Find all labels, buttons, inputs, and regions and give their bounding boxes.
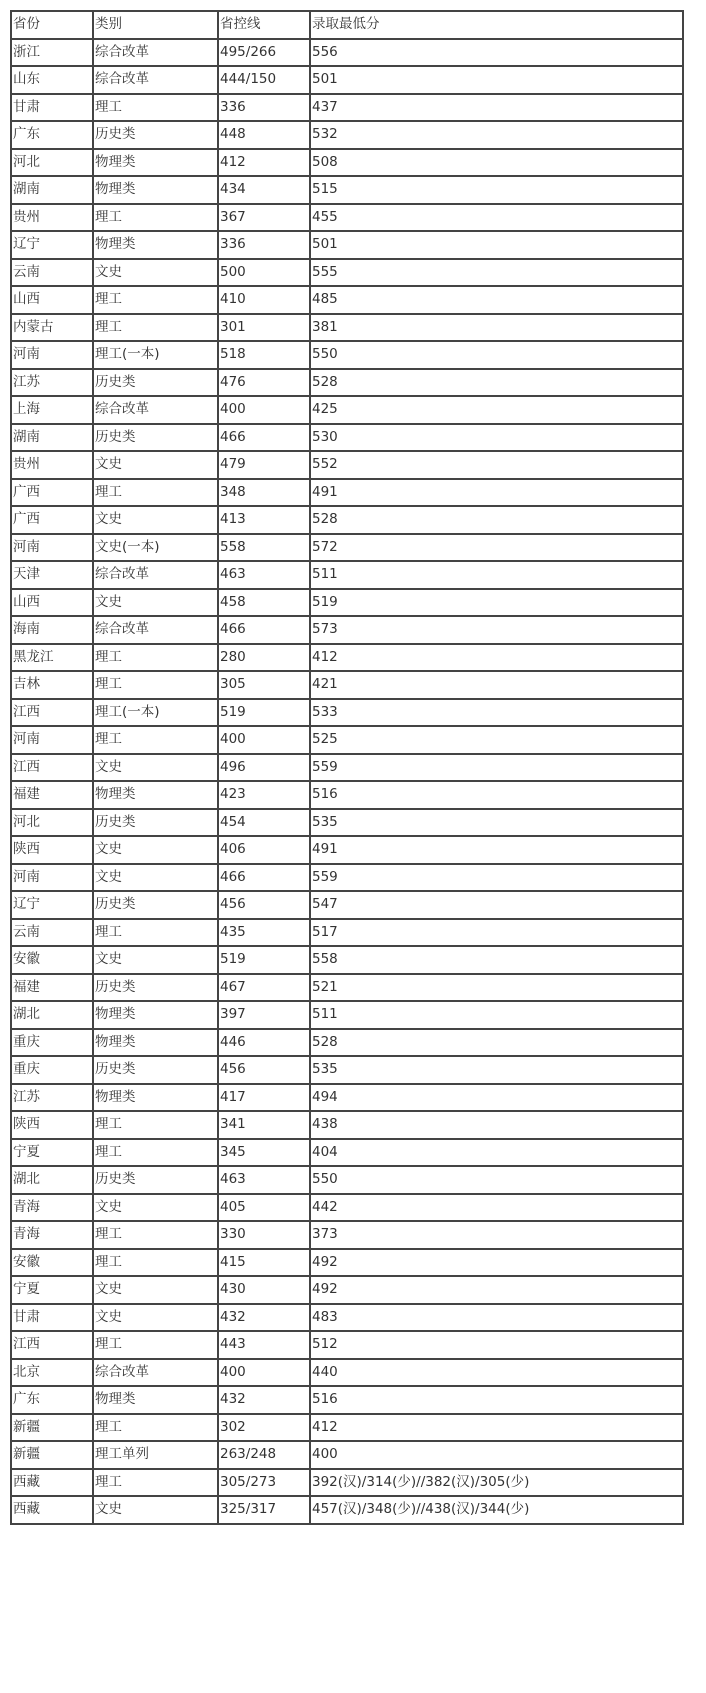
cell-control-line: 444/150 — [218, 66, 310, 94]
cell-category: 文史 — [93, 836, 218, 864]
table-row — [11, 1386, 683, 1414]
cell-province: 辽宁 — [11, 231, 93, 259]
table-row — [11, 616, 683, 644]
cell-category: 文史 — [93, 1496, 218, 1524]
header-category: 类别 — [93, 11, 218, 39]
cell-category: 文史 — [93, 506, 218, 534]
table-row — [11, 1331, 683, 1359]
cell-control-line: 454 — [218, 809, 310, 837]
cell-min-score: 547 — [310, 891, 683, 919]
cell-control-line: 432 — [218, 1386, 310, 1414]
table-row — [11, 644, 683, 672]
cell-category: 文史 — [93, 1304, 218, 1332]
cell-category: 物理类 — [93, 1029, 218, 1057]
cell-control-line: 423 — [218, 781, 310, 809]
cell-category: 理工 — [93, 726, 218, 754]
cell-category: 文史 — [93, 946, 218, 974]
cell-min-score: 442 — [310, 1194, 683, 1222]
cell-control-line: 495/266 — [218, 39, 310, 67]
cell-min-score: 532 — [310, 121, 683, 149]
table-row — [11, 1304, 683, 1332]
table-row — [11, 1276, 683, 1304]
table-row — [11, 121, 683, 149]
cell-province: 广西 — [11, 506, 93, 534]
table-row — [11, 231, 683, 259]
table-row — [11, 66, 683, 94]
cell-category: 历史类 — [93, 809, 218, 837]
header-control-line: 省控线 — [218, 11, 310, 39]
cell-province: 青海 — [11, 1194, 93, 1222]
table-row — [11, 479, 683, 507]
cell-control-line: 519 — [218, 946, 310, 974]
table-row — [11, 451, 683, 479]
cell-category: 综合改革 — [93, 561, 218, 589]
cell-category: 物理类 — [93, 781, 218, 809]
cell-min-score: 392(汉)/314(少)//382(汉)/305(少) — [310, 1469, 683, 1497]
cell-province: 上海 — [11, 396, 93, 424]
cell-control-line: 435 — [218, 919, 310, 947]
cell-province: 重庆 — [11, 1056, 93, 1084]
table-row — [11, 919, 683, 947]
cell-category: 理工 — [93, 1249, 218, 1277]
cell-category: 历史类 — [93, 1166, 218, 1194]
cell-control-line: 518 — [218, 341, 310, 369]
cell-min-score: 437 — [310, 94, 683, 122]
cell-control-line: 417 — [218, 1084, 310, 1112]
cell-category: 物理类 — [93, 176, 218, 204]
cell-min-score: 535 — [310, 1056, 683, 1084]
cell-min-score: 492 — [310, 1276, 683, 1304]
cell-control-line: 476 — [218, 369, 310, 397]
table-row — [11, 424, 683, 452]
cell-province: 广东 — [11, 121, 93, 149]
cell-province: 黑龙江 — [11, 644, 93, 672]
cell-control-line: 305/273 — [218, 1469, 310, 1497]
cell-control-line: 405 — [218, 1194, 310, 1222]
table-row — [11, 149, 683, 177]
cell-province: 湖南 — [11, 176, 93, 204]
table-row — [11, 259, 683, 287]
table-row — [11, 314, 683, 342]
cell-control-line: 446 — [218, 1029, 310, 1057]
cell-control-line: 466 — [218, 864, 310, 892]
table-row — [11, 1166, 683, 1194]
cell-category: 理工(一本) — [93, 341, 218, 369]
cell-min-score: 373 — [310, 1221, 683, 1249]
cell-province: 内蒙古 — [11, 314, 93, 342]
cell-min-score: 492 — [310, 1249, 683, 1277]
cell-control-line: 367 — [218, 204, 310, 232]
cell-province: 山西 — [11, 589, 93, 617]
cell-province: 海南 — [11, 616, 93, 644]
cell-min-score: 511 — [310, 1001, 683, 1029]
cell-control-line: 463 — [218, 561, 310, 589]
cell-province: 浙江 — [11, 39, 93, 67]
cell-category: 理工 — [93, 1139, 218, 1167]
cell-control-line: 496 — [218, 754, 310, 782]
cell-min-score: 533 — [310, 699, 683, 727]
cell-category: 综合改革 — [93, 1359, 218, 1387]
cell-province: 江西 — [11, 1331, 93, 1359]
cell-control-line: 400 — [218, 726, 310, 754]
cell-category: 历史类 — [93, 974, 218, 1002]
cell-control-line: 406 — [218, 836, 310, 864]
cell-min-score: 519 — [310, 589, 683, 617]
cell-category: 历史类 — [93, 121, 218, 149]
header-min-score: 录取最低分 — [310, 11, 683, 39]
cell-control-line: 430 — [218, 1276, 310, 1304]
cell-province: 福建 — [11, 974, 93, 1002]
cell-min-score: 511 — [310, 561, 683, 589]
cell-category: 理工单列 — [93, 1441, 218, 1469]
cell-province: 江苏 — [11, 369, 93, 397]
cell-province: 青海 — [11, 1221, 93, 1249]
cell-min-score: 535 — [310, 809, 683, 837]
cell-min-score: 528 — [310, 506, 683, 534]
table-row — [11, 369, 683, 397]
table-row — [11, 1249, 683, 1277]
cell-category: 综合改革 — [93, 66, 218, 94]
cell-province: 吉林 — [11, 671, 93, 699]
table-row — [11, 396, 683, 424]
table-row — [11, 1496, 683, 1524]
cell-control-line: 500 — [218, 259, 310, 287]
cell-category: 文史 — [93, 1194, 218, 1222]
table-row — [11, 946, 683, 974]
cell-control-line: 348 — [218, 479, 310, 507]
cell-min-score: 521 — [310, 974, 683, 1002]
table-row — [11, 1001, 683, 1029]
cell-category: 理工(一本) — [93, 699, 218, 727]
cell-category: 理工 — [93, 644, 218, 672]
cell-min-score: 501 — [310, 231, 683, 259]
cell-control-line: 448 — [218, 121, 310, 149]
cell-min-score: 491 — [310, 836, 683, 864]
cell-province: 甘肃 — [11, 94, 93, 122]
cell-province: 宁夏 — [11, 1139, 93, 1167]
cell-control-line: 397 — [218, 1001, 310, 1029]
cell-province: 广西 — [11, 479, 93, 507]
cell-category: 历史类 — [93, 424, 218, 452]
cell-control-line: 305 — [218, 671, 310, 699]
table-row — [11, 1194, 683, 1222]
cell-min-score: 556 — [310, 39, 683, 67]
cell-min-score: 494 — [310, 1084, 683, 1112]
cell-province: 河南 — [11, 534, 93, 562]
cell-control-line: 301 — [218, 314, 310, 342]
cell-control-line: 336 — [218, 94, 310, 122]
cell-province: 新疆 — [11, 1441, 93, 1469]
cell-category: 理工 — [93, 314, 218, 342]
cell-province: 河北 — [11, 809, 93, 837]
cell-category: 物理类 — [93, 231, 218, 259]
cell-category: 物理类 — [93, 1084, 218, 1112]
cell-category: 文史 — [93, 451, 218, 479]
table-row — [11, 1139, 683, 1167]
cell-min-score: 455 — [310, 204, 683, 232]
cell-control-line: 400 — [218, 1359, 310, 1387]
cell-category: 文史 — [93, 589, 218, 617]
table-row — [11, 286, 683, 314]
cell-control-line: 434 — [218, 176, 310, 204]
table-body — [11, 39, 683, 1524]
cell-province: 陕西 — [11, 836, 93, 864]
cell-province: 河南 — [11, 864, 93, 892]
cell-control-line: 415 — [218, 1249, 310, 1277]
cell-control-line: 412 — [218, 149, 310, 177]
cell-category: 理工 — [93, 204, 218, 232]
cell-category: 综合改革 — [93, 616, 218, 644]
cell-min-score: 400 — [310, 1441, 683, 1469]
cell-min-score: 555 — [310, 259, 683, 287]
admission-score-table — [10, 10, 684, 1525]
cell-province: 西藏 — [11, 1496, 93, 1524]
cell-min-score: 440 — [310, 1359, 683, 1387]
cell-control-line: 400 — [218, 396, 310, 424]
cell-min-score: 528 — [310, 369, 683, 397]
cell-category: 理工 — [93, 1331, 218, 1359]
cell-category: 理工 — [93, 286, 218, 314]
cell-province: 云南 — [11, 919, 93, 947]
table-row — [11, 534, 683, 562]
cell-province: 河南 — [11, 341, 93, 369]
cell-category: 理工 — [93, 1469, 218, 1497]
cell-province: 安徽 — [11, 1249, 93, 1277]
cell-province: 山西 — [11, 286, 93, 314]
cell-control-line: 466 — [218, 424, 310, 452]
table-row — [11, 836, 683, 864]
cell-control-line: 263/248 — [218, 1441, 310, 1469]
cell-min-score: 573 — [310, 616, 683, 644]
cell-category: 物理类 — [93, 1001, 218, 1029]
cell-min-score: 485 — [310, 286, 683, 314]
table-row — [11, 506, 683, 534]
table-row — [11, 39, 683, 67]
cell-category: 理工 — [93, 1414, 218, 1442]
cell-province: 广东 — [11, 1386, 93, 1414]
table-row — [11, 809, 683, 837]
cell-province: 甘肃 — [11, 1304, 93, 1332]
cell-min-score: 508 — [310, 149, 683, 177]
cell-min-score: 552 — [310, 451, 683, 479]
cell-control-line: 456 — [218, 1056, 310, 1084]
cell-province: 重庆 — [11, 1029, 93, 1057]
cell-province: 江苏 — [11, 1084, 93, 1112]
cell-category: 历史类 — [93, 891, 218, 919]
table-row — [11, 974, 683, 1002]
table-row — [11, 94, 683, 122]
cell-category: 理工 — [93, 671, 218, 699]
cell-min-score: 491 — [310, 479, 683, 507]
cell-control-line: 558 — [218, 534, 310, 562]
cell-category: 文史 — [93, 754, 218, 782]
cell-min-score: 404 — [310, 1139, 683, 1167]
cell-control-line: 466 — [218, 616, 310, 644]
cell-category: 理工 — [93, 1111, 218, 1139]
table-row — [11, 1029, 683, 1057]
table-row — [11, 176, 683, 204]
cell-control-line: 463 — [218, 1166, 310, 1194]
table-row — [11, 1084, 683, 1112]
cell-control-line: 330 — [218, 1221, 310, 1249]
cell-province: 宁夏 — [11, 1276, 93, 1304]
cell-min-score: 457(汉)/348(少)//438(汉)/344(少) — [310, 1496, 683, 1524]
table-row — [11, 1359, 683, 1387]
table-row — [11, 891, 683, 919]
cell-category: 物理类 — [93, 1386, 218, 1414]
cell-control-line: 432 — [218, 1304, 310, 1332]
table-row — [11, 1056, 683, 1084]
cell-province: 西藏 — [11, 1469, 93, 1497]
table-header-row — [11, 11, 683, 39]
cell-min-score: 412 — [310, 644, 683, 672]
cell-min-score: 528 — [310, 1029, 683, 1057]
table-row — [11, 699, 683, 727]
table-row — [11, 671, 683, 699]
cell-province: 江西 — [11, 699, 93, 727]
table-row — [11, 561, 683, 589]
cell-min-score: 558 — [310, 946, 683, 974]
cell-control-line: 413 — [218, 506, 310, 534]
cell-min-score: 381 — [310, 314, 683, 342]
cell-province: 湖北 — [11, 1001, 93, 1029]
cell-min-score: 516 — [310, 1386, 683, 1414]
cell-min-score: 530 — [310, 424, 683, 452]
table-row — [11, 726, 683, 754]
table-row — [11, 1441, 683, 1469]
table-row — [11, 1221, 683, 1249]
cell-min-score: 559 — [310, 864, 683, 892]
table-row — [11, 204, 683, 232]
cell-province: 湖南 — [11, 424, 93, 452]
cell-min-score: 572 — [310, 534, 683, 562]
cell-control-line: 443 — [218, 1331, 310, 1359]
header-province: 省份 — [11, 11, 93, 39]
cell-province: 河北 — [11, 149, 93, 177]
cell-min-score: 512 — [310, 1331, 683, 1359]
cell-province: 湖北 — [11, 1166, 93, 1194]
cell-province: 山东 — [11, 66, 93, 94]
cell-control-line: 336 — [218, 231, 310, 259]
cell-control-line: 479 — [218, 451, 310, 479]
cell-control-line: 280 — [218, 644, 310, 672]
cell-control-line: 302 — [218, 1414, 310, 1442]
table-row — [11, 1469, 683, 1497]
cell-min-score: 412 — [310, 1414, 683, 1442]
cell-province: 安徽 — [11, 946, 93, 974]
cell-category: 历史类 — [93, 369, 218, 397]
cell-province: 贵州 — [11, 451, 93, 479]
cell-min-score: 501 — [310, 66, 683, 94]
cell-province: 辽宁 — [11, 891, 93, 919]
table-row — [11, 754, 683, 782]
table-row — [11, 341, 683, 369]
cell-min-score: 550 — [310, 341, 683, 369]
table-row — [11, 589, 683, 617]
cell-category: 理工 — [93, 919, 218, 947]
cell-province: 贵州 — [11, 204, 93, 232]
cell-min-score: 525 — [310, 726, 683, 754]
cell-min-score: 425 — [310, 396, 683, 424]
cell-control-line: 325/317 — [218, 1496, 310, 1524]
table-row — [11, 864, 683, 892]
cell-control-line: 341 — [218, 1111, 310, 1139]
cell-control-line: 345 — [218, 1139, 310, 1167]
cell-min-score: 559 — [310, 754, 683, 782]
table-row — [11, 781, 683, 809]
cell-province: 陕西 — [11, 1111, 93, 1139]
cell-province: 新疆 — [11, 1414, 93, 1442]
cell-category: 文史(一本) — [93, 534, 218, 562]
cell-category: 历史类 — [93, 1056, 218, 1084]
cell-category: 理工 — [93, 1221, 218, 1249]
cell-min-score: 516 — [310, 781, 683, 809]
cell-category: 理工 — [93, 479, 218, 507]
cell-min-score: 483 — [310, 1304, 683, 1332]
cell-control-line: 456 — [218, 891, 310, 919]
cell-category: 理工 — [93, 94, 218, 122]
cell-control-line: 410 — [218, 286, 310, 314]
cell-province: 江西 — [11, 754, 93, 782]
cell-min-score: 515 — [310, 176, 683, 204]
table-row — [11, 1414, 683, 1442]
cell-province: 福建 — [11, 781, 93, 809]
cell-category: 综合改革 — [93, 39, 218, 67]
cell-province: 北京 — [11, 1359, 93, 1387]
cell-min-score: 421 — [310, 671, 683, 699]
cell-min-score: 438 — [310, 1111, 683, 1139]
cell-control-line: 467 — [218, 974, 310, 1002]
cell-category: 文史 — [93, 864, 218, 892]
cell-province: 河南 — [11, 726, 93, 754]
cell-min-score: 517 — [310, 919, 683, 947]
cell-control-line: 458 — [218, 589, 310, 617]
cell-province: 云南 — [11, 259, 93, 287]
cell-min-score: 550 — [310, 1166, 683, 1194]
cell-category: 文史 — [93, 259, 218, 287]
table-row — [11, 1111, 683, 1139]
cell-control-line: 519 — [218, 699, 310, 727]
cell-category: 综合改革 — [93, 396, 218, 424]
cell-category: 物理类 — [93, 149, 218, 177]
cell-category: 文史 — [93, 1276, 218, 1304]
cell-province: 天津 — [11, 561, 93, 589]
